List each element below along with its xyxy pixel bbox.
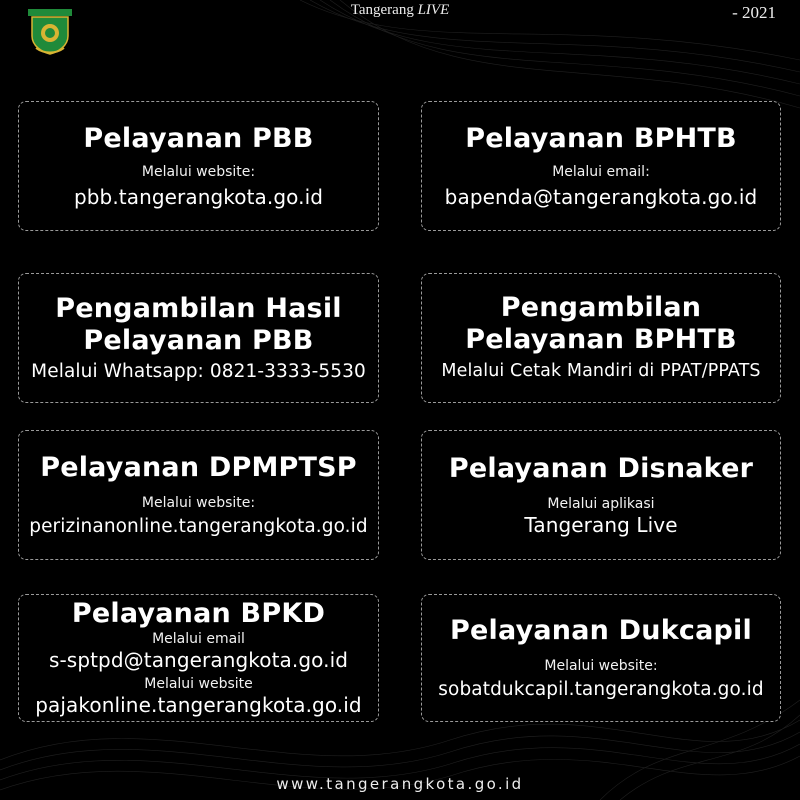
card-email-link[interactable]: s-sptpd@tangerangkota.go.id <box>48 648 349 672</box>
card-title: Pelayanan PBB <box>83 122 314 154</box>
footer-url[interactable]: www.tangerangkota.go.id <box>276 775 524 793</box>
card-subtitle: Melalui website: <box>544 657 658 674</box>
card-subtitle-email: Melalui email <box>152 631 245 647</box>
card-pengambilan-hasil-pbb <box>18 273 379 403</box>
brand-title <box>0 2 800 19</box>
card-subtitle: Melalui website: <box>141 163 256 180</box>
card-subtitle: Melalui aplikasi <box>547 495 655 512</box>
card-pengambilan-bphtb <box>421 273 781 403</box>
card-pelayanan-bphtb <box>421 101 781 231</box>
card-cetak-mandiri-text: Melalui Cetak Mandiri di PPAT/PPATS <box>441 361 761 381</box>
card-whatsapp-text: Melalui Whatsapp: 0821-3333-5530 <box>31 360 366 382</box>
card-title-line1: Pengambilan Hasil <box>55 292 342 324</box>
card-title-line1: Pengambilan <box>500 292 702 323</box>
card-app-name: Tangerang Live <box>524 512 678 537</box>
card-link[interactable]: pbb.tangerangkota.go.id <box>73 184 324 209</box>
card-title: Pelayanan Dukcapil <box>450 614 752 646</box>
card-pelayanan-pbb <box>18 101 379 231</box>
brand-prefix: Tangerang <box>350 2 414 18</box>
year-label: - 2021 <box>732 3 776 22</box>
card-link[interactable]: perizinanonline.tangerangkota.go.id <box>29 515 368 537</box>
card-title: Pelayanan Disnaker <box>448 452 754 484</box>
card-subtitle: Melalui email: <box>552 163 650 180</box>
card-link[interactable]: sobatdukcapil.tangerangkota.go.id <box>438 678 764 700</box>
card-subtitle-website: Melalui website <box>144 676 253 692</box>
card-title: Pelayanan BPKD <box>71 598 326 629</box>
card-website-link[interactable]: pajakonline.tangerangkota.go.id <box>35 693 362 717</box>
card-title-line2: Pelayanan PBB <box>83 324 314 356</box>
card-title-line2: Pelayanan BPHTB <box>465 324 737 355</box>
card-pelayanan-disnaker <box>421 430 781 560</box>
card-subtitle: Melalui website: <box>141 494 256 511</box>
card-pelayanan-dukcapil <box>421 594 781 722</box>
brand-suffix: LIVE <box>417 2 450 18</box>
card-pelayanan-dpmptsp <box>18 430 379 560</box>
card-title: Pelayanan DPMPTSP <box>40 451 357 483</box>
card-title: Pelayanan BPHTB <box>465 122 737 154</box>
card-pelayanan-bpkd <box>18 594 379 722</box>
card-link[interactable]: bapenda@tangerangkota.go.id <box>444 184 758 209</box>
